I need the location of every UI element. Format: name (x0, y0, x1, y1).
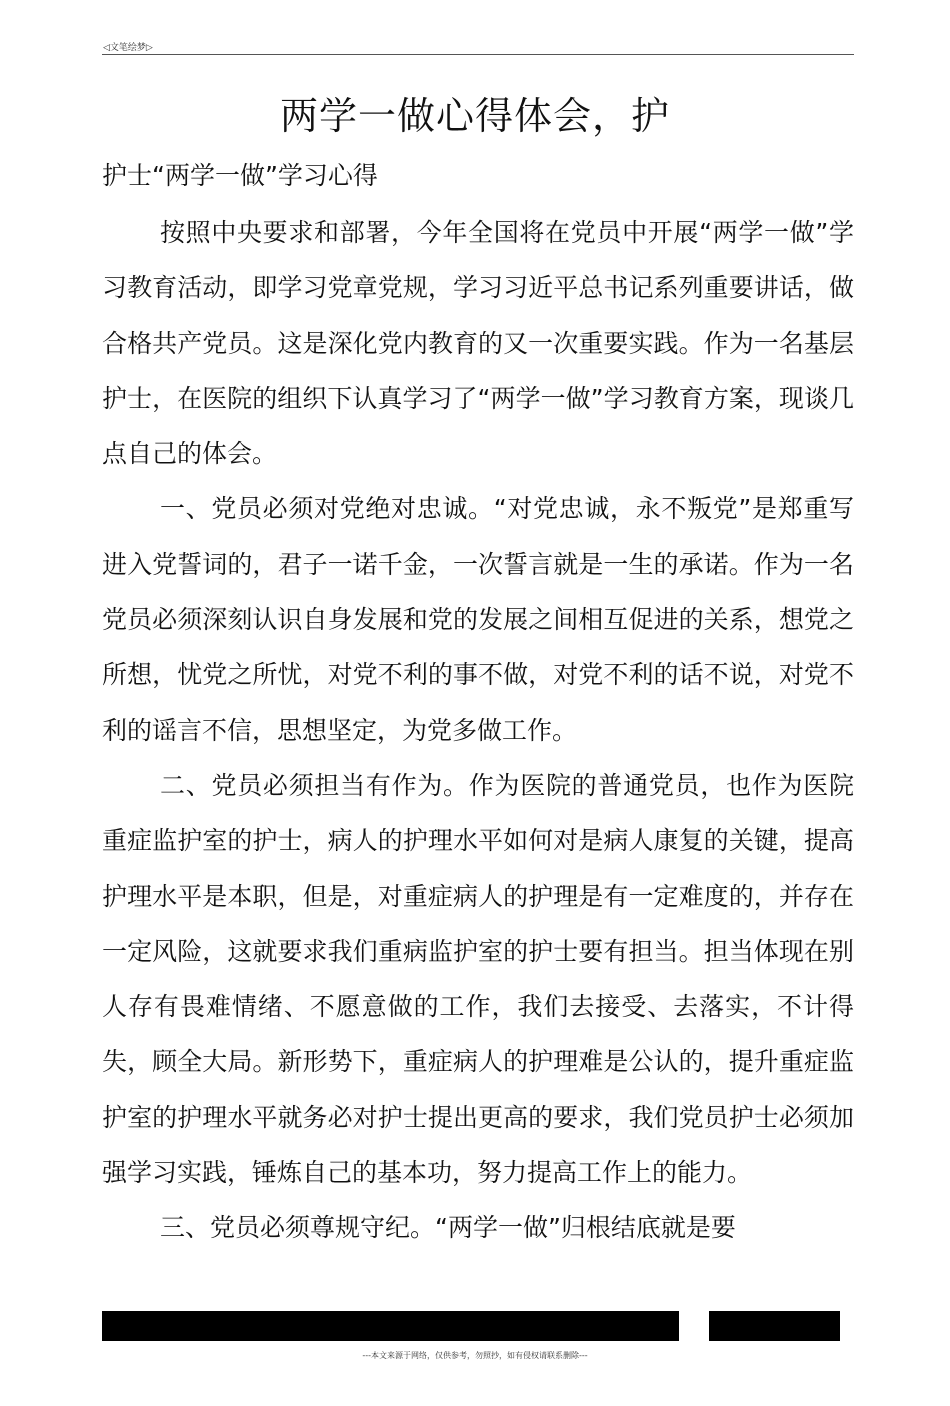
header-divider (102, 54, 854, 55)
redaction-bar (102, 1311, 679, 1341)
paragraph-section-2: 二、党员必须担当有作为。作为医院的普通党员，也作为医院重症监护室的护士，病人的护理水平如何对是病人康复的关键，提高护理水平是本职，但是，对重症病人的护理是有一定难度的，并存在一定风险，这就要求我们重病监护室的护士要有担当。担当体现在别人存有畏难情绪、不愿意做的工作，我们去接受、去落实，不计得失，顾全大局。新形势下，重症病人的护理难是公认的，提升重症监护室的护理水平就务必对护士提出更高的要求，我们党员护士必须加强学习实践，锤炼自己的基本功，努力提高工作上的能力。 (102, 770, 854, 1188)
paragraph-section-1: 一、党员必须对党绝对忠诚。“对党忠诚，永不叛党”是郑重写进入党誓词的，君子一诺千金，一次誓言就是一生的承诺。作为一名党员必须深刻认识自身发展和党的发展之间相互促进的关系，想党之所想，忧党之所忧，对党不利的事不做，对党不利的话不说，对党不利的谣言不信，思想坚定，为党多做工作。 (102, 494, 854, 745)
paragraph-section-3: 三、党员必须尊规守纪。“两学一做”归根结底就是要 (160, 1213, 736, 1243)
redaction-bar (709, 1311, 840, 1341)
footer-disclaimer: ---本文来源于网络，仅供参考，勿照抄，如有侵权请联系删除--- (362, 1351, 588, 1360)
header-label: ◁文笔绘梦▷ (103, 43, 153, 53)
document-subtitle: 护士“两学一做”学习心得 (102, 161, 378, 190)
document-body (102, 205, 854, 1256)
document-title: 两学一做心得体会，护 (279, 94, 670, 138)
paragraph-intro: 按照中央要求和部署，今年全国将在党员中开展“两学一做”学习教育活动，即学习党章党规，学习习近平总书记系列重要讲话，做合格共产党员。这是深化党内教育的又一次重要实践。作为一名基层护士，在医院的组织下认真学习了“两学一做”学习教育方案，现谈几点自己的体会。 (102, 218, 854, 469)
